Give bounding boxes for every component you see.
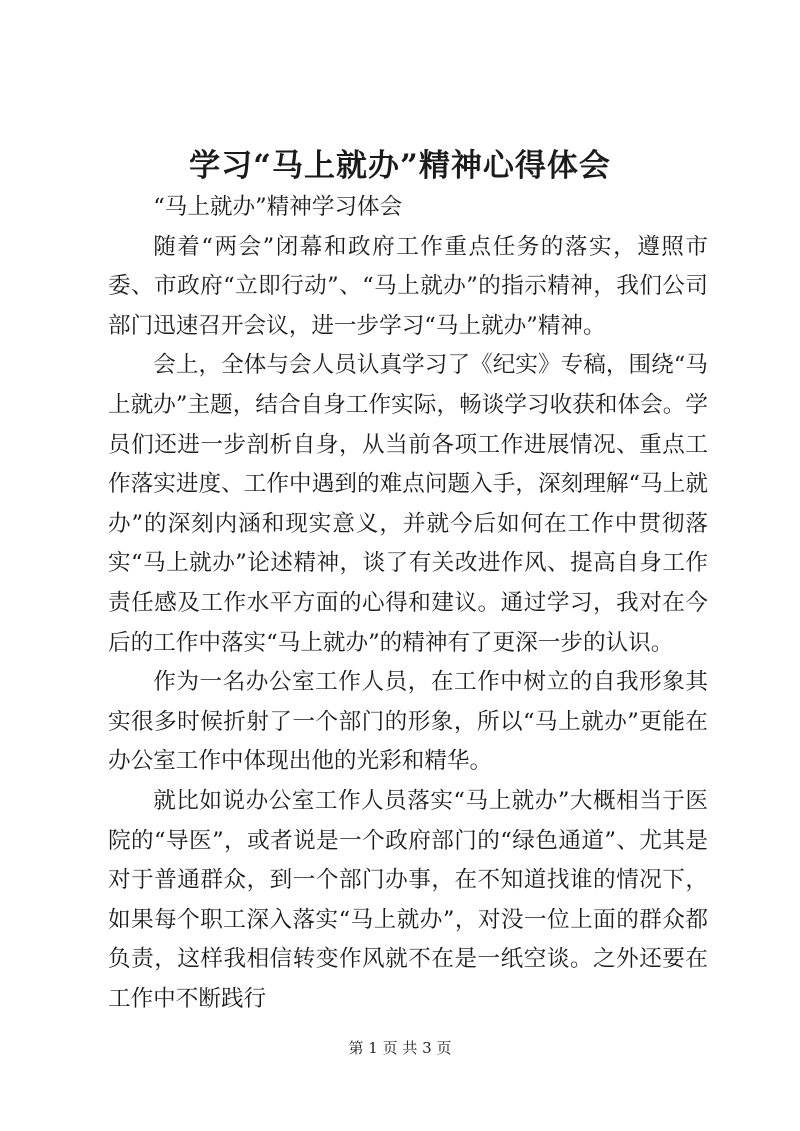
paragraph: 会上，全体与会人员认真学习了《纪实》专稿，围绕“马上就办”主题，结合自身工作实际，畅谈学习收获和体会。学员们还进一步剖析自身，从当前各项工作进展情况、重点工作落实进度、工作中遇到的难点问题入手，深刻理解“马上就办”的深刻内涵和现实意义，并就今后如何在工作中贯彻落实“马上就办”论述精神，谈了有关改进作风、提高自身工作责任感及工作水平方面的心得和建议。通过学习，我对在今后的工作中落实“马上就办”的精神有了更深一步的认识。	[108, 352, 708, 656]
paragraph: 作为一名办公室工作人员，在工作中树立的自我形象其实很多时候折射了一个部门的形象，所以“马上就办”更能在办公室工作中体现出他的光彩和精华。	[108, 669, 708, 775]
paragraph-subtitle: “马上就办”精神学习体会	[153, 194, 403, 220]
document-title: 学习“马上就办”精神心得体会	[189, 148, 611, 184]
paragraph: 就比如说办公室工作人员落实“马上就办”大概相当于医院的“导医”，或者说是一个政府部门的“绿色通道”、尤其是对于普通群众，到一个部门办事，在不知道找谁的情况下，如果每个职工深入落实“马上就办”，对没一位上面的群众都负责，这样我相信转变作风就不在是一纸空谈。之外还要在工作中不断践行	[108, 787, 708, 1012]
page-footer: 第 1 页 共 3 页	[348, 1039, 452, 1057]
document-body	[108, 188, 708, 1019]
paragraph: 随着“两会”闭幕和政府工作重点任务的落实，遵照市委、市政府“立即行动”、“马上就办”的指示精神，我们公司部门迅速召开会议，进一步学习“马上就办”精神。	[108, 233, 708, 339]
